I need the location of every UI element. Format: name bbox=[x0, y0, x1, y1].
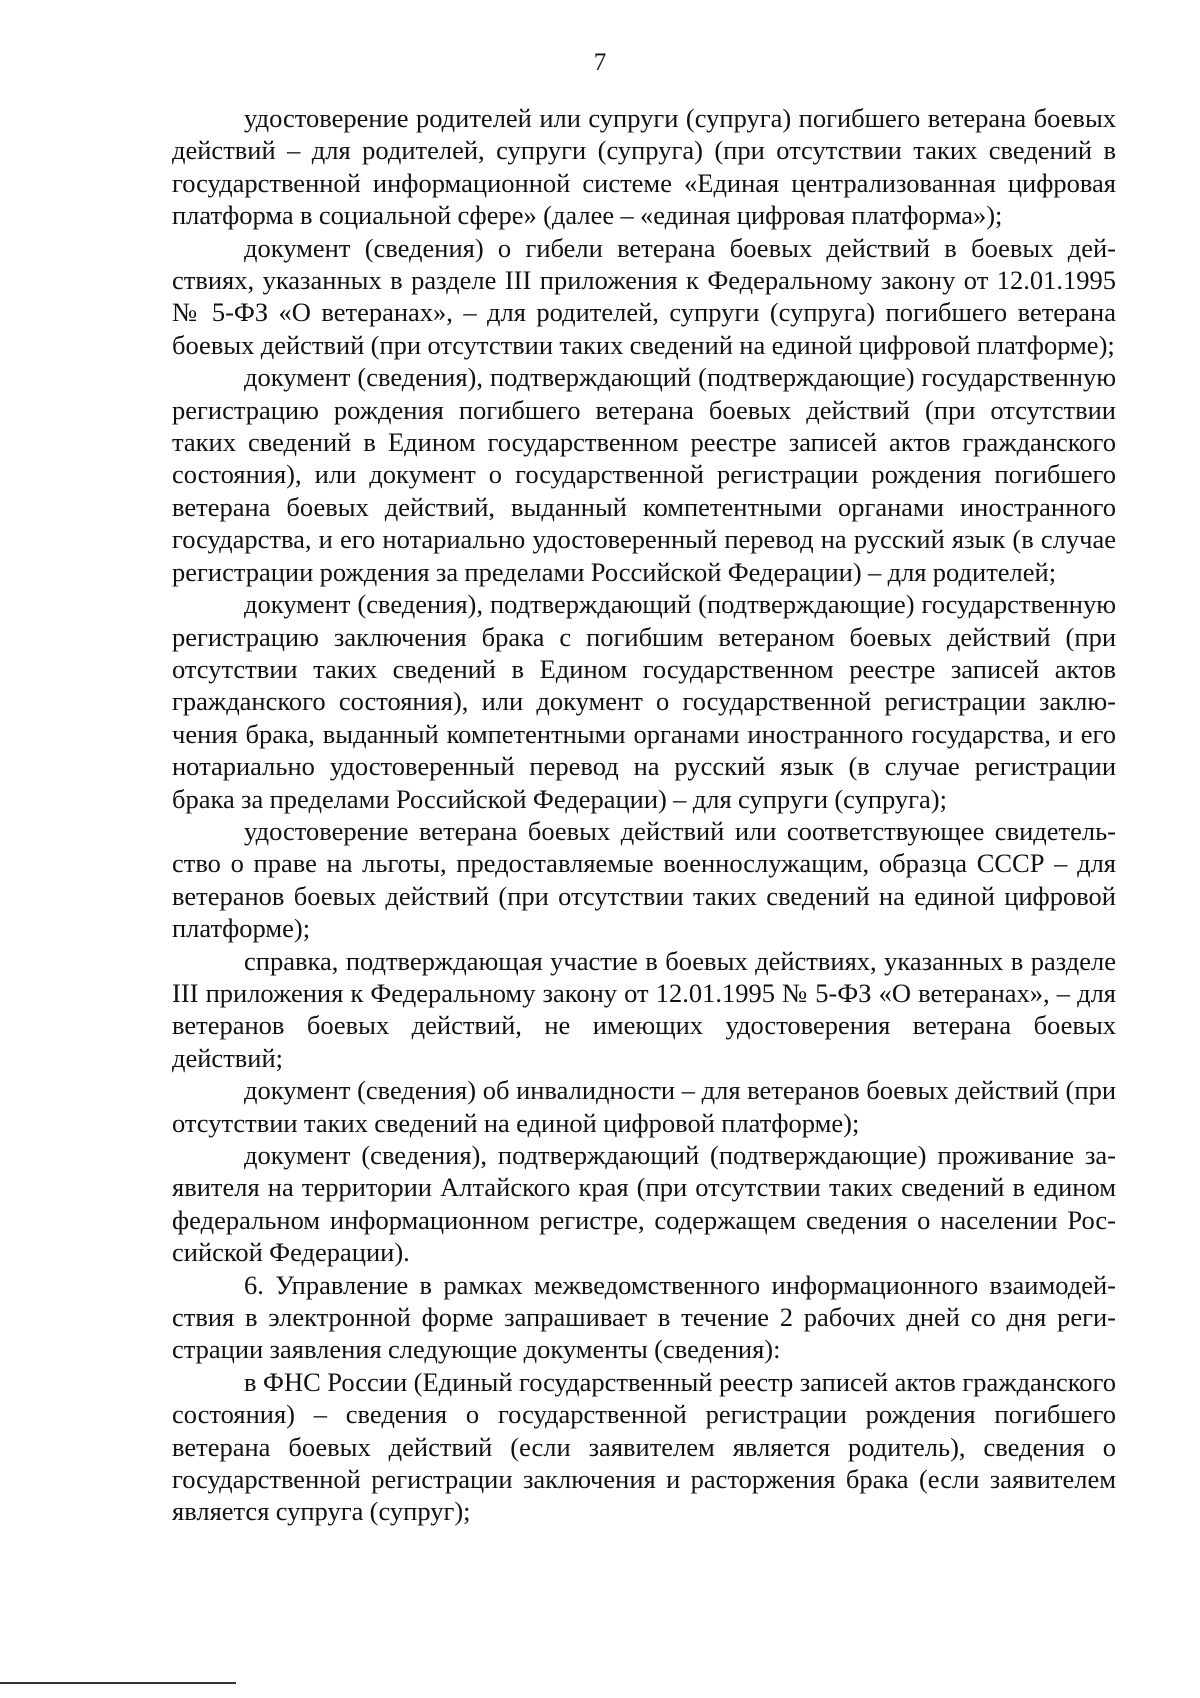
paragraph-death-document: документ (сведения) о гибели ветерана боевых действий в боевых действиях, указанных в разделе III приложения к Федеральному закону от 12.01.1995 № 5-ФЗ «О ветеранах», – для родителей, супруги (супруга) погибшего ветерана боевых действий (при отсутствии таких сведений на единой цифровой платформе); bbox=[172, 232, 1116, 360]
paragraph-birth-registration: документ (сведения), подтверждающий (подтверждающие) государственную регистрацию рождения погибшего ветерана боевых действий (при отсутствии таких сведений в Едином государственном реестре записей актов гражданского состояния), или документ о государственной регистрации рождения погибшего ветерана боевых действий, выданный компетентными органами иностранного государства, и его нотариально удостоверенный перевод на русский язык (в случае регистрации рождения за пределами Российской Федерации) – для родителей; bbox=[172, 362, 1116, 587]
page-number: 7 bbox=[593, 49, 607, 76]
paragraph-disability-document: документ (сведения) об инвалидности – для ветеранов боевых действий (при отсутствии таких сведений на единой цифровой платформе); bbox=[172, 1075, 1116, 1138]
paragraph-veteran-parents-certificate: удостоверение родителей или супруги (супруга) погибшего ветерана боевых действий – для родителей, супруги (супруга) (при отсутствии таких сведений в государственной информационной системе «Единая централизованная цифровая платформа в социальной сфере» (далее – «единая цифровая платформа»); bbox=[172, 103, 1116, 231]
paragraph-veteran-certificate: удостоверение ветерана боевых действий или соответствующее свидетельство о праве на льготы, предоставляемые военнослужащим, образца СССР – для ветеранов боевых действий (при отсутствии таких сведений на единой цифровой платформе); bbox=[172, 815, 1116, 944]
paragraph-residence-document: документ (сведения), подтверждающий (подтверждающие) проживание заявителя на территории Алтайского края (при отсутствии таких сведений в едином федеральном информационном регистре, содержащем сведения о населении Российской Федерации). bbox=[172, 1140, 1116, 1268]
paragraph-participation-reference: справка, подтверждающая участие в боевых действиях, указанных в разделе III приложения к Федеральному закону от 12.01.1995 № 5-ФЗ «О ветеранах», – для ветеранов боевых действий, не имеющих удостоверения ветерана боевых действий; bbox=[172, 945, 1116, 1073]
bottom-rule bbox=[0, 1682, 236, 1684]
document-body bbox=[172, 102, 1116, 1528]
paragraph-interagency-request: 6. Управление в рамках межведомственного информационного взаимодействия в электронной форме запрашивает в течение 2 рабочих дней со дня регистрации заявления следующие документы (сведения): bbox=[172, 1269, 1116, 1365]
paragraph-marriage-registration: документ (сведения), подтверждающий (подтверждающие) государственную регистрацию заключения брака с погибшим ветераном боевых действий (при отсутствии таких сведений в Едином государственном реестре записей актов гражданского состояния), или документ о государственной регистрации заключения брака, выданный компетентными органами иностранного государства, и его нотариально удостоверенный перевод на русский язык (в случае регистрации брака за пределами Российской Федерации) – для супруги (супруга); bbox=[172, 589, 1116, 814]
paragraph-fns-request: в ФНС России (Единый государственный реестр записей актов гражданского состояния) – сведения о государственной регистрации рождения погибшего ветерана боевых действий (если заявителем является родитель), сведения о государственной регистрации заключения и расторжения брака (если заявителем является супруга (супруг); bbox=[172, 1366, 1116, 1527]
